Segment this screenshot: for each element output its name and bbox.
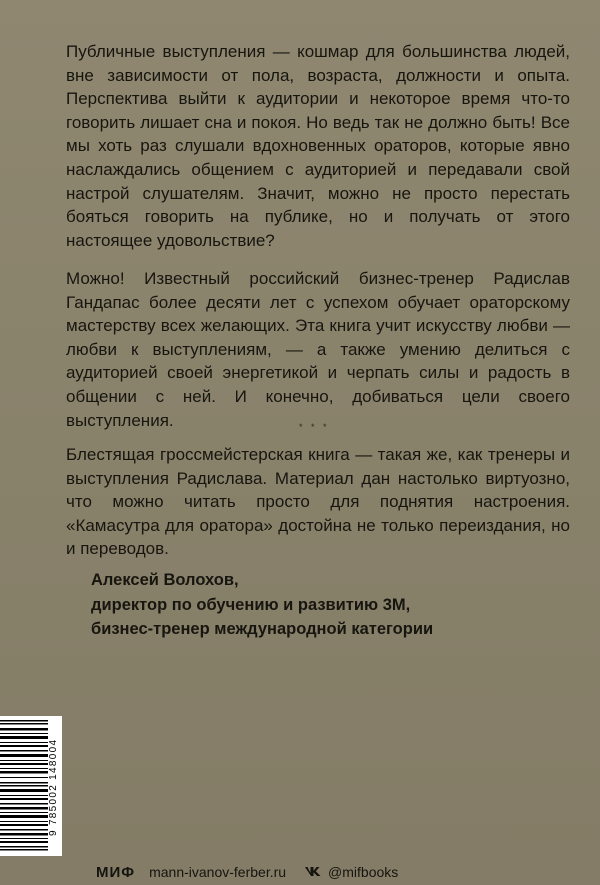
reviewer-role: директор по обучению и развитию 3M, <box>91 595 411 614</box>
description-paragraph-2 <box>66 267 570 432</box>
vk-icon <box>304 865 322 880</box>
description-paragraph-1 <box>66 40 570 252</box>
section-separator: * * * <box>299 422 330 432</box>
barcode-bars <box>0 716 48 856</box>
reviewer-title: бизнес-тренер международной категории <box>91 620 434 638</box>
reviewer-name: Алексей Волохов, <box>91 571 239 589</box>
publisher-footer <box>96 862 398 882</box>
paragraph-text: Можно! Известный российский бизнес-тренер Радислав Гандапас более десяти лет с успехом обучает ораторскому мастерству всех желающих. Эта книга учит искусству любви — любви к выступлениям, — а также умению делиться с аудиторией своей энергетикой и черпать силы и радость в общении с ней. И конечно, добиваться цели своего выступления. <box>66 269 570 430</box>
publisher-logo: МИФ <box>96 863 136 881</box>
paragraph-text: Блестящая гроссмейстерская книга — такая же, как тренеры и выступления Радислава. Материал дан настолько виртуозно, что можно читать просто для поднятия настроения. «Камасутра для оратора» достойна не только переиздания, но и переводов. <box>66 445 570 559</box>
review-attribution <box>91 568 433 642</box>
review-quote <box>66 443 570 561</box>
paragraph-text: Публичные выступления — кошмар для большинства людей, вне зависимости от пола, возраста, должности и опыта. Перспектива выйти к аудитории и некоторое время что-то говорить лишает сна и покоя. Но ведь так не должно быть! Все мы хоть раз слушали вдохновенных ораторов, которые явно наслаждались общением с аудиторией и передавали свой настрой слушателям. Значит, можно не просто перестать бояться говорить на публике, но и получать от этого настоящее удовольствие? <box>66 42 570 250</box>
isbn-number: 9 785002 148004 <box>48 738 59 836</box>
social-handle: @mifbooks <box>328 864 399 880</box>
publisher-website: mann-ivanov-ferber.ru <box>149 864 287 880</box>
